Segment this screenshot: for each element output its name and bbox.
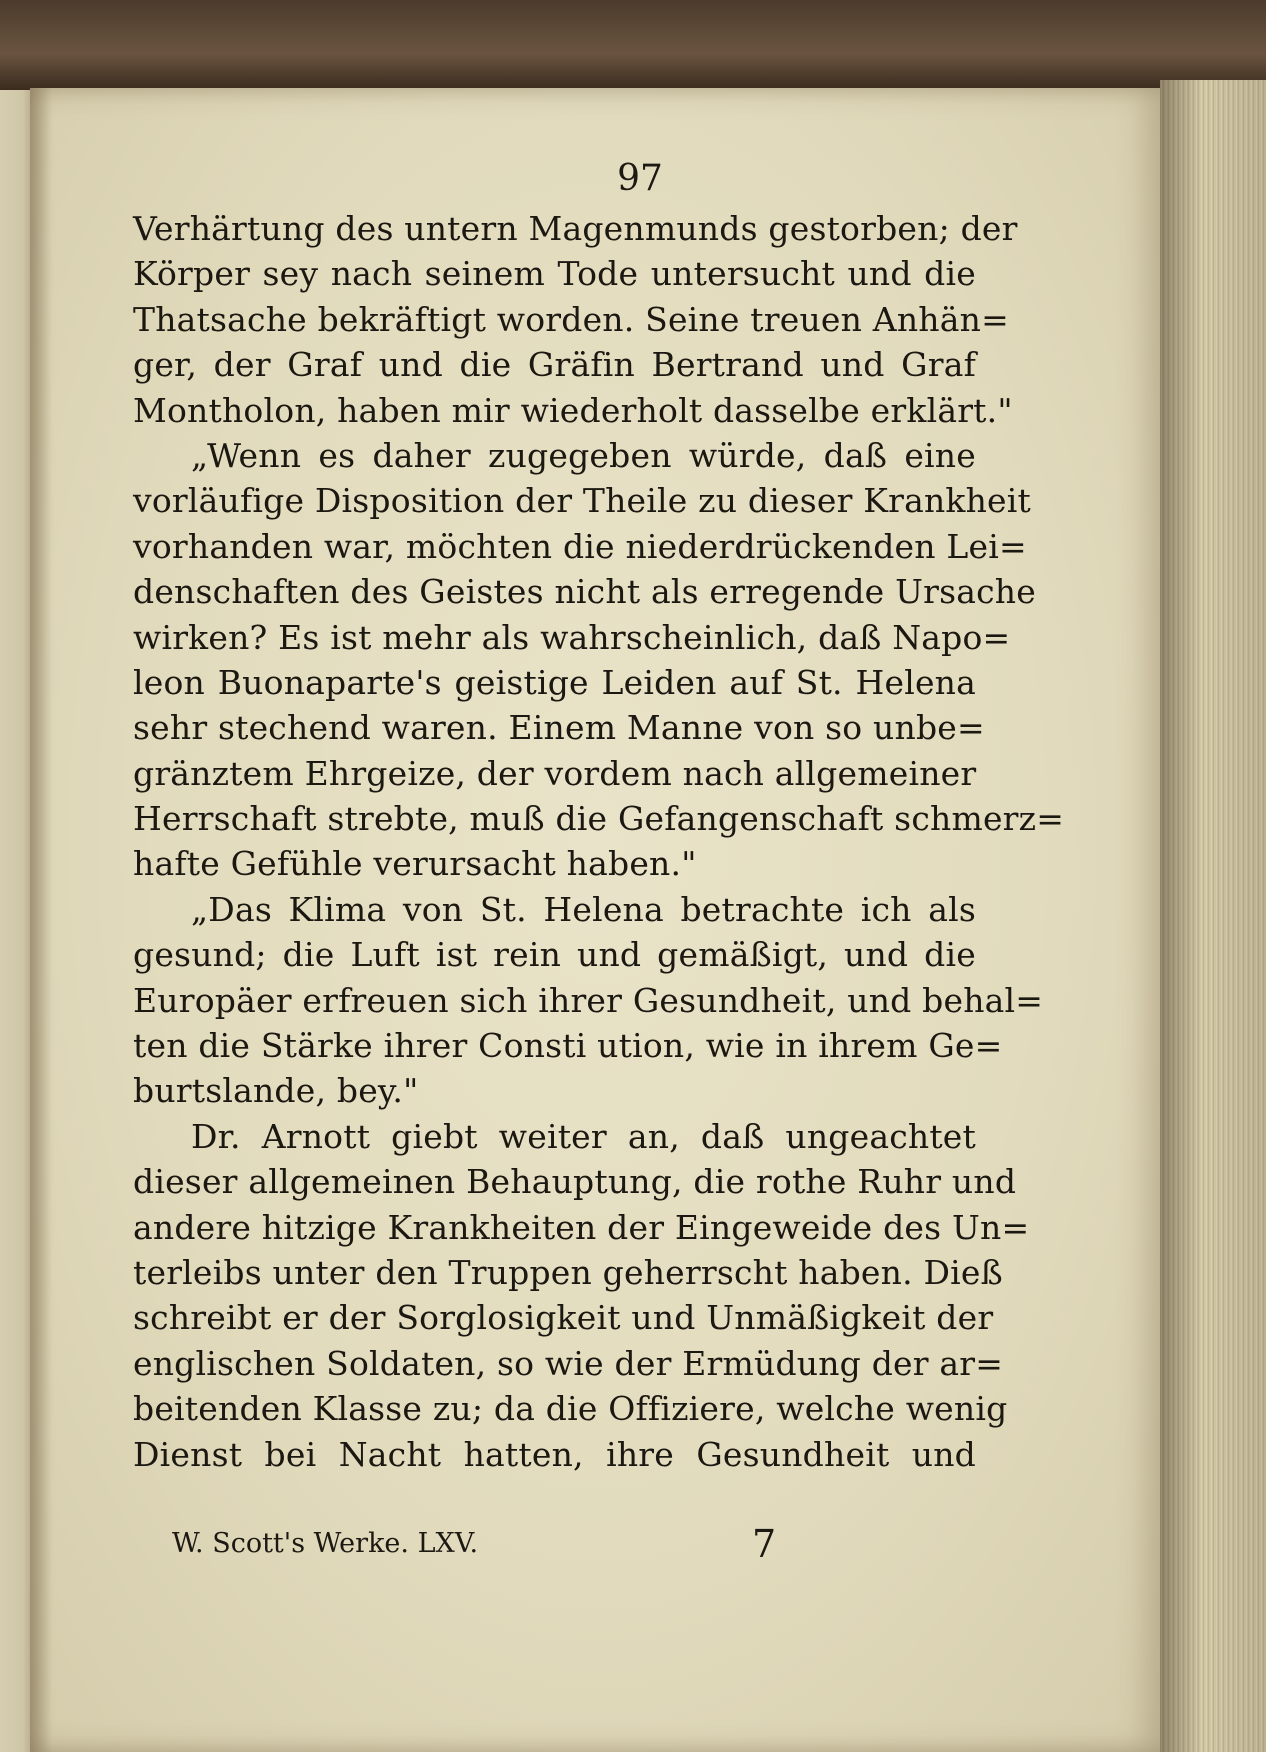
text-line: vorläufige Disposition der Theile zu dieser Krankheit bbox=[133, 481, 1031, 521]
text-line: Körper sey nach seinem Tode untersucht und die bbox=[133, 254, 976, 294]
text-line: sehr stechend waren. Einem Manne von so unbe= bbox=[133, 708, 985, 748]
text-line: denschaften des Geistes nicht als erregende Ursache bbox=[133, 572, 1036, 612]
sheet-mark: 7 bbox=[752, 1522, 777, 1566]
text-line: Dr. Arnott giebt weiter an, daß ungeachtet bbox=[191, 1116, 976, 1156]
body-text bbox=[133, 206, 1065, 1477]
text-line: Thatsache bekräftigt worden. Seine treuen Anhän= bbox=[133, 299, 1009, 339]
text-line: gränztem Ehrgeize, der vordem nach allgemeiner bbox=[133, 753, 977, 793]
page-number: 97 bbox=[617, 158, 663, 199]
text-line: „Wenn es daher zugegeben würde, daß eine bbox=[191, 435, 976, 475]
text-line: schreibt er der Sorglosigkeit und Unmäßigkeit der bbox=[133, 1298, 994, 1338]
printer-signature: W. Scott's Werke. LXV. bbox=[172, 1528, 479, 1559]
text-line: Montholon, haben mir wiederholt dasselbe erklärt." bbox=[133, 390, 1013, 430]
text-line: dieser allgemeinen Behauptung, die rothe Ruhr und bbox=[133, 1162, 1017, 1202]
text-line: leon Buonaparte's geistige Leiden auf St. Helena bbox=[133, 662, 976, 702]
text-line: Europäer erfreuen sich ihrer Gesundheit, und behal= bbox=[133, 980, 1044, 1020]
text-line: vorhanden war, möchten die niederdrückenden Lei= bbox=[133, 526, 1027, 566]
book-cover-edge bbox=[0, 0, 1266, 90]
text-line: englischen Soldaten, so wie der Ermüdung der ar= bbox=[133, 1343, 1004, 1383]
page-gutter-shadow bbox=[30, 88, 52, 1752]
text-line: gesund; die Luft ist rein und gemäßigt, und die bbox=[133, 935, 976, 975]
text-line: andere hitzige Krankheiten der Eingeweide des Un= bbox=[133, 1207, 1030, 1247]
text-line: ten die Stärke ihrer Consti ution, wie in ihrem Ge= bbox=[133, 1026, 1003, 1066]
text-line: Herrschaft strebte, muß die Gefangenschaft schmerz= bbox=[133, 799, 1065, 839]
text-line: beitenden Klasse zu; da die Offiziere, welche wenig bbox=[133, 1389, 1008, 1429]
text-line: Verhärtung des untern Magenmunds gestorben; der bbox=[133, 209, 1018, 248]
text-line: ger, der Graf und die Gräfin Bertrand und Graf bbox=[133, 345, 976, 385]
text-line: wirken? Es ist mehr als wahrscheinlich, daß Napo= bbox=[133, 617, 1011, 657]
text-line: burtslande, bey." bbox=[133, 1071, 419, 1111]
text-line: terleibs unter den Truppen geherrscht haben. Dieß bbox=[133, 1252, 1003, 1292]
text-line: „Das Klima von St. Helena betrachte ich als bbox=[191, 889, 976, 929]
page-stack-shadow bbox=[1160, 80, 1266, 1752]
text-line: Dienst bei Nacht hatten, ihre Gesundheit und bbox=[133, 1434, 976, 1474]
page-footer bbox=[172, 1522, 792, 1568]
text-line: hafte Gefühle verursacht haben." bbox=[133, 844, 697, 884]
